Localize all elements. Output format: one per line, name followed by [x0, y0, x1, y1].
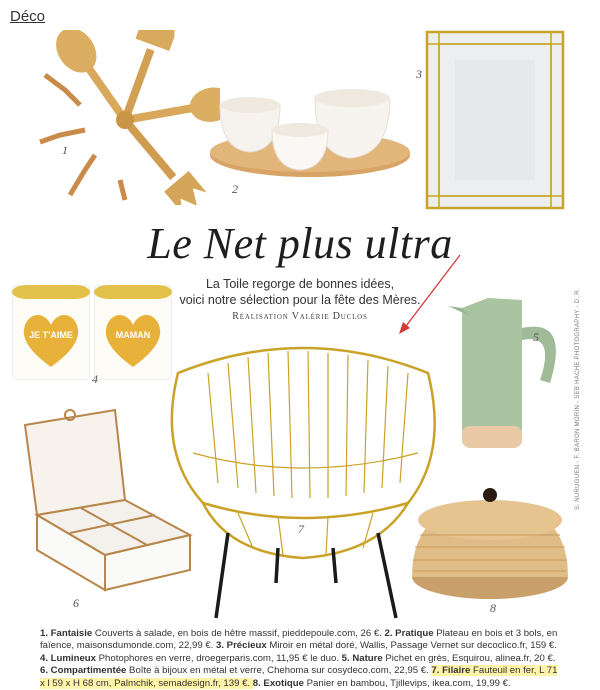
item-number-4: 4 — [92, 372, 98, 386]
salad-servers-image — [30, 30, 220, 205]
caption-4: 4. Lumineux Photophores en verre, droegerparis.com, 11,95 € le duo. — [40, 652, 342, 664]
green-pitcher-image — [440, 288, 580, 463]
jewelry-box-image — [15, 405, 195, 595]
caption-3: 3. Précieux Miroir en métal doré, Wallis, Passage Vernet sur decoclico.fr, 159 €. — [216, 640, 557, 652]
credit-line: Réalisation Valérie Duclos — [232, 311, 368, 322]
intro-line-1: La Toile regorge de bonnes idées, — [205, 277, 395, 291]
caption-1: 1. Fantaisie Couverts à salade, en bois de hêtre massif, pieddepoule.com, 26 €. — [40, 628, 385, 639]
item-number-1: 1 — [62, 143, 68, 157]
captions-block — [40, 628, 560, 690]
item-number-7: 7 — [298, 522, 304, 536]
gold-mirror-image — [425, 30, 565, 210]
bamboo-basket-image — [400, 485, 580, 605]
page-title: Le Net plus ultra — [147, 219, 453, 268]
caption-8: 8. Exotique Panier en bambou, Tjillevips, ikea.com, 19,99 €. — [252, 677, 511, 689]
section-label: Déco — [10, 8, 46, 25]
intro-line-2: voici notre sélection pour la fête des Mères. — [179, 293, 421, 307]
heart-icon — [20, 311, 82, 369]
caption-6: 6. Compartimentée Boîte à bijoux en métal et verre, Chehoma sur cosydeco.com, 22,95 €. — [40, 665, 432, 677]
item-number-8: 8 — [490, 601, 496, 615]
heart-icon — [102, 311, 164, 369]
caption-7: 7. Filaire Fauteuil en fer, L 71 x l 59 x H 68 cm, Palmchik, semadesign.fr, 139 €. — [40, 665, 558, 689]
caption-5: 5. Nature Pichet en grès, Esquirou, alinea.fr, 20 €. — [341, 652, 556, 664]
item-number-3: 3 — [416, 67, 422, 81]
intro-text — [170, 276, 430, 308]
candle-text-1: JE T'AIME — [29, 330, 73, 340]
item-number-2: 2 — [232, 182, 238, 196]
photo-credit: S. NURUGUEN - F. BARON MORIN - SEB HACHE PHOTOGRAPHY - D. R. — [575, 288, 581, 510]
item-number-6: 6 — [73, 596, 79, 610]
item-number-5: 5 — [533, 330, 539, 344]
bowls-tray-image — [200, 80, 420, 190]
caption-2: 2. Pratique Plateau en bois et 3 bols, en faïence, maisonsdumonde.com, 22,99 €. — [40, 628, 558, 652]
candle-text-2: MAMAN — [115, 330, 151, 340]
candle-holder-left — [12, 285, 90, 380]
